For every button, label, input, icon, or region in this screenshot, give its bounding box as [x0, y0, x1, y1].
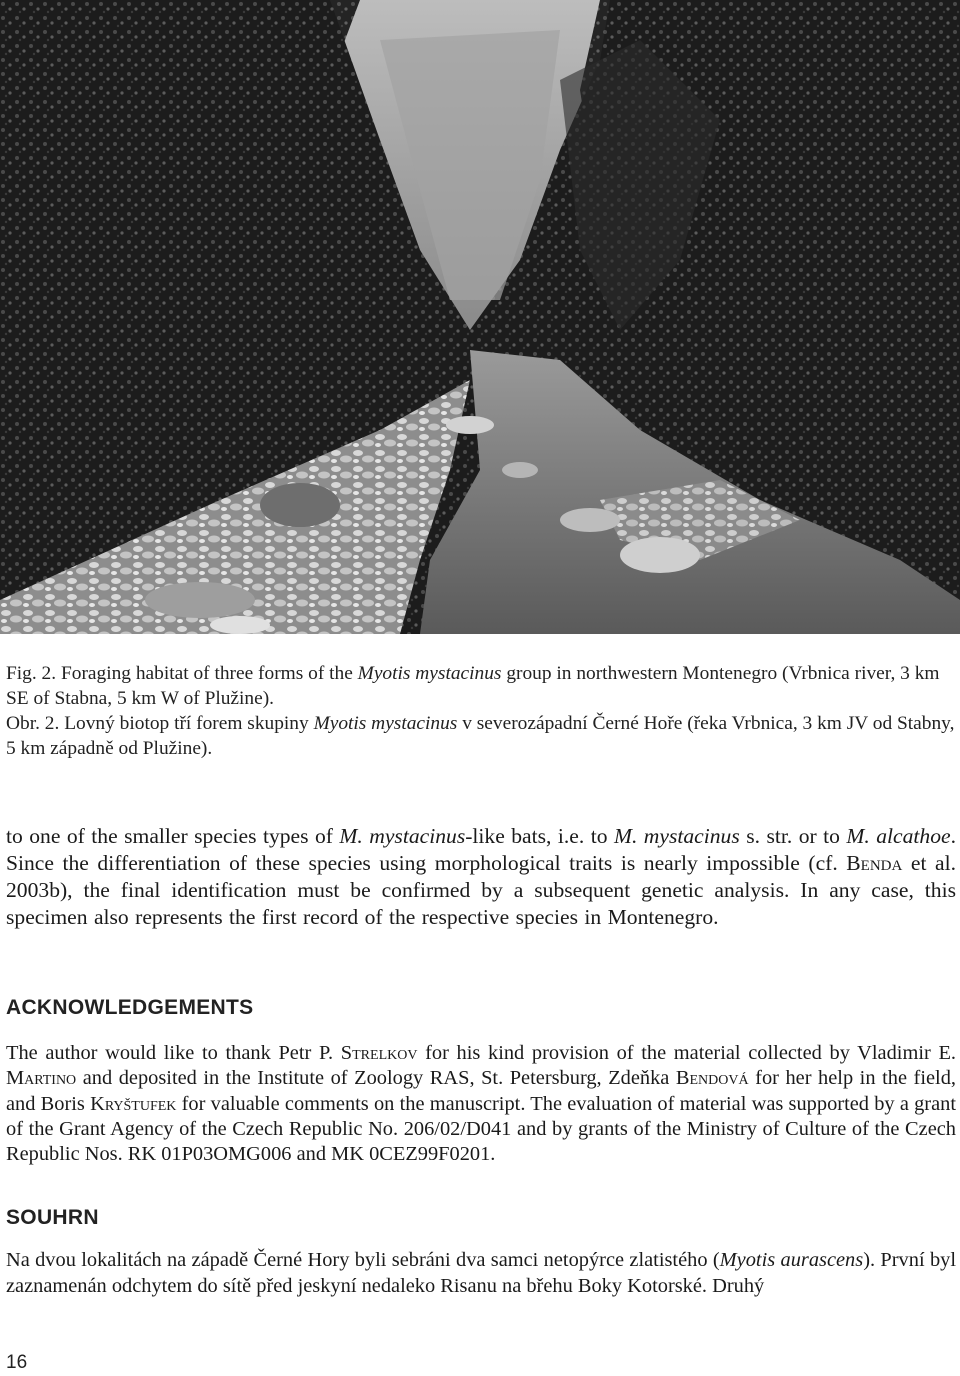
acknowledgements-paragraph: The author would like to thank Petr P. Strelkov for his kind provision of the material collected by Vladimir E. Martino and deposited in the Institute of Zoology RAS, St. Petersburg, Zdeňka Bendová for her help in the field, and Boris Kryštufek for valuable comments on the manuscript. The evaluation of material was supported by a grant of the Grant Agency of the Czech Republic No. 206/02/D041 and by grants of the Ministry of Culture of the Czech Republic Nos. RK 01P03OMG006 and MK 0CEZ99F0201.: [6, 1042, 956, 1166]
person-name: Martino: [6, 1067, 77, 1090]
caption-text: v severozápadní Černé Hoře (řeka Vrbnica, 3 km JV od Stabny, 5 km západně od Plužine).: [6, 713, 955, 759]
acknowledgements-heading: ACKNOWLEDGEMENTS: [6, 996, 254, 1019]
page-number: 16: [6, 1352, 28, 1373]
figure-caption-en: [6, 661, 956, 711]
souhrn-heading: SOUHRN: [6, 1206, 99, 1229]
river-habitat-photo: [0, 0, 960, 634]
caption-taxon: Myotis mystacinus: [313, 713, 458, 734]
caption-text: Lovný biotop tří forem skupiny: [64, 713, 314, 734]
taxon-name: M. mystacinus: [339, 824, 466, 848]
author-name: Benda: [846, 851, 903, 875]
person-name: Bendová: [675, 1067, 749, 1090]
photo-illustration: [0, 0, 960, 634]
caption-label: Obr. 2.: [6, 713, 60, 734]
taxon-name: M. alcathoe: [846, 824, 951, 848]
souhrn-paragraph: Na dvou lokalitách na západě Černé Hory byli sebráni dva samci netopýrce zlatistého (Myotis aurascens). První byl zaznamenán odchytem do sítě před jeskyní nedaleko Risanu na břehu Boky Kotorské. Druhý: [6, 1249, 957, 1297]
taxon-name: M. mystacinus: [613, 824, 740, 848]
caption-taxon: Myotis mystacinus: [357, 663, 502, 684]
person-name: Strelkov: [340, 1042, 418, 1064]
figure-caption-cz: [6, 711, 956, 761]
taxon-name: Myotis aurascens: [719, 1249, 864, 1271]
caption-text: group in northwestern Montenegro (Vrbnica river, 3 km SE of Stabna, 5 km W of Plužine).: [6, 663, 940, 709]
caption-text: Foraging habitat of three forms of the: [60, 663, 358, 684]
caption-label: Fig. 2.: [6, 663, 57, 684]
main-paragraph: to one of the smaller species types of M. mystacinus-like bats, i.e. to M. mystacinus s. str. or to M. alcathoe. Since the differentiation of these species using morphological traits is nearly impossible (cf. Benda et al. 2003b), the final identification must be confirmed by a subsequent genetic analysis. In any case, this specimen also represents the first record of the respective species in Montenegro.: [6, 824, 956, 929]
person-name: Kryštufek: [90, 1092, 177, 1115]
